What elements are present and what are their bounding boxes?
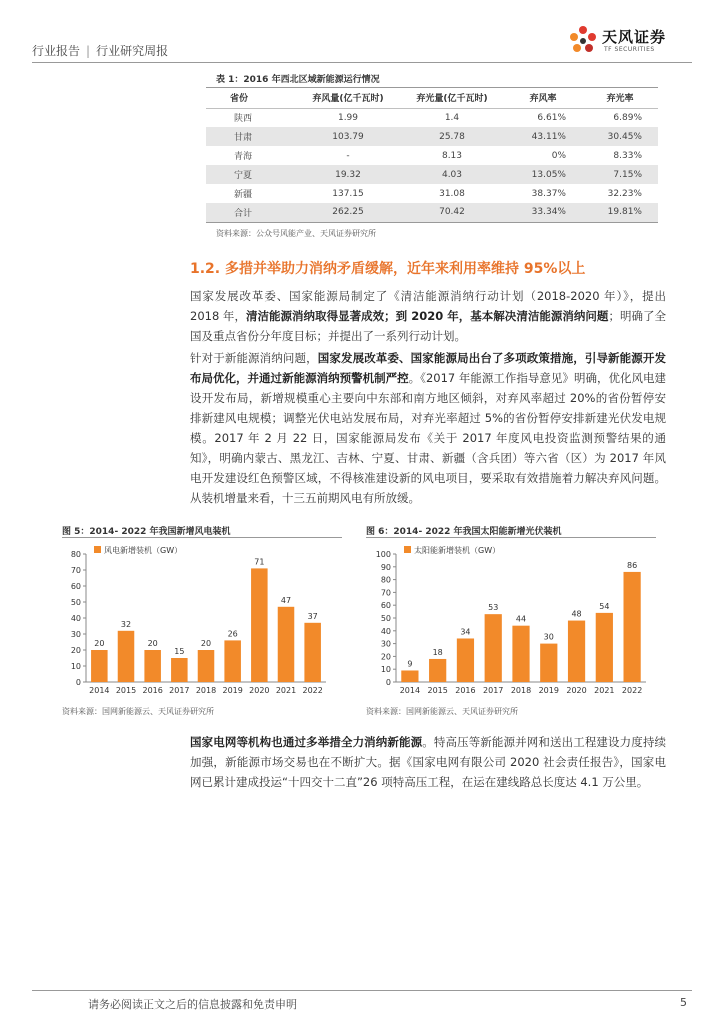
bar xyxy=(401,670,418,682)
table-cell: 6.61% xyxy=(537,112,566,123)
logo-text-en: TF SECURITIES xyxy=(604,46,655,53)
table-header-row xyxy=(206,88,658,108)
table-cell: 4.03 xyxy=(400,165,504,184)
data-label: 18 xyxy=(432,647,443,657)
header-type: 行业研究周报 xyxy=(96,44,169,58)
table-cell: 19.32 xyxy=(296,165,400,184)
x-tick-label: 2016 xyxy=(142,686,163,695)
y-tick-label: 70 xyxy=(70,566,81,575)
page-number: 5 xyxy=(680,996,687,1009)
figure-6-title: 图 6：2014- 2022 年我国太阳能新增光伏装机 xyxy=(366,527,562,537)
data-label: 86 xyxy=(627,560,638,570)
bar xyxy=(624,572,641,682)
table-cell: 38.37% xyxy=(531,188,566,199)
wind-capacity-chart xyxy=(62,540,342,700)
table-cell: 8.33% xyxy=(613,150,642,161)
table-header-cell: 省份 xyxy=(206,88,296,108)
y-tick-label: 50 xyxy=(70,598,81,607)
table-header-cell: 弃光量(亿千瓦时) xyxy=(400,88,504,108)
table-cell: 262.25 xyxy=(296,203,400,222)
data-label: 71 xyxy=(254,557,265,567)
table-header-cell: 弃风率 xyxy=(504,88,582,108)
table-cell: - xyxy=(346,150,350,161)
data-label: 9 xyxy=(407,659,413,669)
y-tick-label: 0 xyxy=(385,678,391,687)
x-tick-label: 2015 xyxy=(427,686,448,695)
table-row xyxy=(206,108,658,127)
data-label: 44 xyxy=(515,614,527,624)
table-row xyxy=(206,184,658,203)
y-tick-label: 20 xyxy=(70,646,81,655)
table-cell: 8.13 xyxy=(441,150,463,161)
x-tick-label: 2020 xyxy=(249,686,270,695)
x-tick-label: 2018 xyxy=(510,686,532,695)
section-title: 1.2. 多措并举助力消纳矛盾缓解，近年来利用率维持 95%以上 xyxy=(190,261,586,277)
y-tick-label: 90 xyxy=(380,562,391,572)
header-divider xyxy=(32,62,692,63)
bar xyxy=(171,658,188,682)
table-cell: 1.4 xyxy=(444,112,460,123)
x-tick-label: 2017 xyxy=(483,686,504,695)
x-tick-label: 2016 xyxy=(455,686,476,695)
data-label: 37 xyxy=(307,611,318,621)
company-logo xyxy=(566,24,698,60)
bar xyxy=(198,650,215,682)
footer-divider xyxy=(32,990,692,991)
legend-swatch xyxy=(94,546,101,553)
header-category: 行业报告 xyxy=(32,44,81,58)
x-tick-label: 2021 xyxy=(275,686,297,695)
y-tick-label: 30 xyxy=(70,630,81,639)
table-row xyxy=(206,127,658,146)
y-tick-label: 60 xyxy=(380,601,391,611)
data-label: 34 xyxy=(460,627,471,637)
figure-6-rule xyxy=(366,537,656,538)
data-label: 26 xyxy=(227,629,238,639)
y-tick-label: 30 xyxy=(380,639,391,649)
bar xyxy=(91,650,108,682)
legend-swatch xyxy=(404,546,411,553)
table-row xyxy=(206,146,658,165)
y-tick-label: 0 xyxy=(75,678,81,687)
x-tick-label: 2022 xyxy=(621,686,643,695)
y-tick-label: 60 xyxy=(70,582,81,591)
figure-5-title: 图 5：2014- 2022 年我国新增风电装机 xyxy=(62,527,231,537)
p2-text-a: 针对于新能源消纳问题， xyxy=(190,351,318,365)
table-cell: 1.99 xyxy=(337,112,359,123)
data-label: 48 xyxy=(571,609,582,619)
table-header-cell: 弃风量(亿千瓦时) xyxy=(296,88,400,108)
figure-5-rule xyxy=(62,537,342,538)
bar xyxy=(224,640,241,682)
figure-6-source: 资料来源：国网新能源云、天风证券研究所 xyxy=(366,707,518,716)
x-tick-label: 2019 xyxy=(222,686,243,695)
logo-text-cn: 天风证券 xyxy=(602,28,667,46)
y-tick-label: 40 xyxy=(380,626,391,636)
table-cell: 31.08 xyxy=(439,188,465,199)
p2-text-c: 。《2017 年能源工作指导意见》明确，优化风电建设开发布局，新增规模重心主要向中东部和南方地区倾斜，对弃风率超过 20%的省份暂停安排新建风电规模；调整光伏电站发展布局，对弃光率超过 5%的省份暂停安排新建光伏发电规模。2017 年 2 月 22 日，国家能源局发布《关于 2017 年度风电投资监测预警结果的通知》，明确内蒙古、黑龙江、吉林、宁夏、甘肃、新疆（含兵团）等六省（区）为 2017 年风电开发建设红色预警区域，不得核准建设新的风电项目，要采取有效措施着力解决弃风问题。从装机增量来看，十三五前期风电有所放缓。 xyxy=(190,371,667,505)
table-cell: 25.78 xyxy=(400,127,504,146)
paragraph-2 xyxy=(190,348,666,508)
table-cell: 合计 xyxy=(206,203,296,222)
y-tick-label: 50 xyxy=(380,614,391,623)
table-cell: 陕西 xyxy=(234,114,253,125)
p1-text-a: 国家发展改革委、国家能源局制定了《清洁能源消纳行动计划（2018-2020 年）》，提出 2018 年， xyxy=(190,289,666,323)
table-cell: 0% xyxy=(551,150,566,161)
y-tick-label: 80 xyxy=(70,550,81,559)
p3-text-b: 。特高压等新能源并网和送出工程建设力度持续加强，新能源市场交易也在不断扩大。据《国家电网有限公司 2020 社会责任报告》，国家电网已累计建成投运“十四交十二直”26 项特高压工程，在运在建线路总长度达 4.1 万公里。 xyxy=(190,735,666,789)
table-cell: 青海 xyxy=(234,152,253,162)
bar xyxy=(304,623,321,682)
y-tick-label: 100 xyxy=(375,550,391,559)
table-cell: 6.89% xyxy=(613,112,642,123)
table-cell: 32.23% xyxy=(607,188,642,199)
data-label: 30 xyxy=(543,632,554,642)
p1-text-c: ；明确了全国及重点省份分年度目标；并提出了一系列行动计划。 xyxy=(190,309,666,343)
table-cell: 宁夏 xyxy=(206,165,296,184)
bar xyxy=(278,607,295,682)
table-header-cell: 弃光率 xyxy=(582,88,658,108)
p3-text-bold: 国家电网等机构也通过多举措全力消纳新能源 xyxy=(190,735,423,749)
data-label: 54 xyxy=(599,601,610,611)
table-cell: 7.15% xyxy=(582,165,658,184)
bar xyxy=(512,626,529,682)
bar xyxy=(568,621,585,682)
table-title: 表 1：2016 年西北区域新能源运行情况 xyxy=(216,75,380,85)
bar xyxy=(540,644,557,682)
x-tick-label: 2019 xyxy=(538,686,559,695)
bar xyxy=(251,568,268,682)
table-cell: 新疆 xyxy=(234,190,253,200)
bar xyxy=(457,638,474,682)
solar-capacity-chart xyxy=(366,540,656,700)
data-label: 20 xyxy=(200,639,212,648)
table-cell: 13.05% xyxy=(504,165,582,184)
p1-text-bold: 清洁能源消纳取得显著成效；到 2020 年，基本解决清洁能源消纳问题 xyxy=(245,309,609,323)
x-tick-label: 2022 xyxy=(302,686,323,695)
bar xyxy=(596,613,613,682)
y-tick-label: 80 xyxy=(380,575,391,585)
legend-label: 太阳能新增装机（GW） xyxy=(414,546,501,555)
logo-icon xyxy=(566,24,600,58)
table-cell: 43.11% xyxy=(504,127,582,146)
bar xyxy=(429,659,446,682)
paragraph-1 xyxy=(190,286,666,346)
data-label: 20 xyxy=(147,639,158,648)
data-label: 53 xyxy=(488,603,499,613)
y-tick-label: 20 xyxy=(380,652,391,662)
y-tick-label: 10 xyxy=(70,662,81,671)
table-cell: 33.34% xyxy=(504,203,582,222)
table-cell: 70.42 xyxy=(400,203,504,222)
curtailment-table xyxy=(206,88,658,223)
y-tick-label: 10 xyxy=(380,665,391,675)
y-tick-label: 40 xyxy=(70,614,81,623)
legend-label: 风电新增装机（GW） xyxy=(104,546,183,555)
bar xyxy=(485,614,502,682)
p2-text-bold: 国家发展改革委、国家能源局出台了多项政策措施，引导新能源开发布局优化，并通过新能源消纳预警机制严控 xyxy=(190,351,667,385)
table-cell: 137.15 xyxy=(332,188,364,199)
y-tick-label: 70 xyxy=(380,588,391,598)
footer-disclaimer: 请务必阅读正文之后的信息披露和免责申明 xyxy=(88,998,297,1011)
x-tick-label: 2020 xyxy=(566,686,587,695)
data-label: 47 xyxy=(280,595,292,605)
table-cell: 19.81% xyxy=(582,203,658,222)
x-tick-label: 2015 xyxy=(115,686,137,695)
table-cell: 103.79 xyxy=(296,127,400,146)
x-tick-label: 2014 xyxy=(89,686,110,695)
table-row xyxy=(206,203,658,222)
data-label: 15 xyxy=(174,647,185,656)
data-label: 32 xyxy=(120,619,132,629)
data-label: 20 xyxy=(94,639,105,648)
figure-5-source: 资料来源：国网新能源云、天风证券研究所 xyxy=(62,707,214,716)
header-breadcrumb: 行业报告 | 行业研究周报 xyxy=(32,44,169,58)
bar xyxy=(144,650,161,682)
x-tick-label: 2014 xyxy=(399,686,421,695)
paragraph-3 xyxy=(190,732,666,792)
table-source: 资料来源：公众号风能产业、天风证券研究所 xyxy=(216,229,376,238)
x-tick-label: 2017 xyxy=(169,686,190,695)
x-tick-label: 2018 xyxy=(195,686,217,695)
table-cell: 甘肃 xyxy=(206,127,296,146)
bar xyxy=(118,631,135,682)
table-row xyxy=(206,165,658,184)
x-tick-label: 2021 xyxy=(594,686,615,695)
table-cell: 30.45% xyxy=(582,127,658,146)
